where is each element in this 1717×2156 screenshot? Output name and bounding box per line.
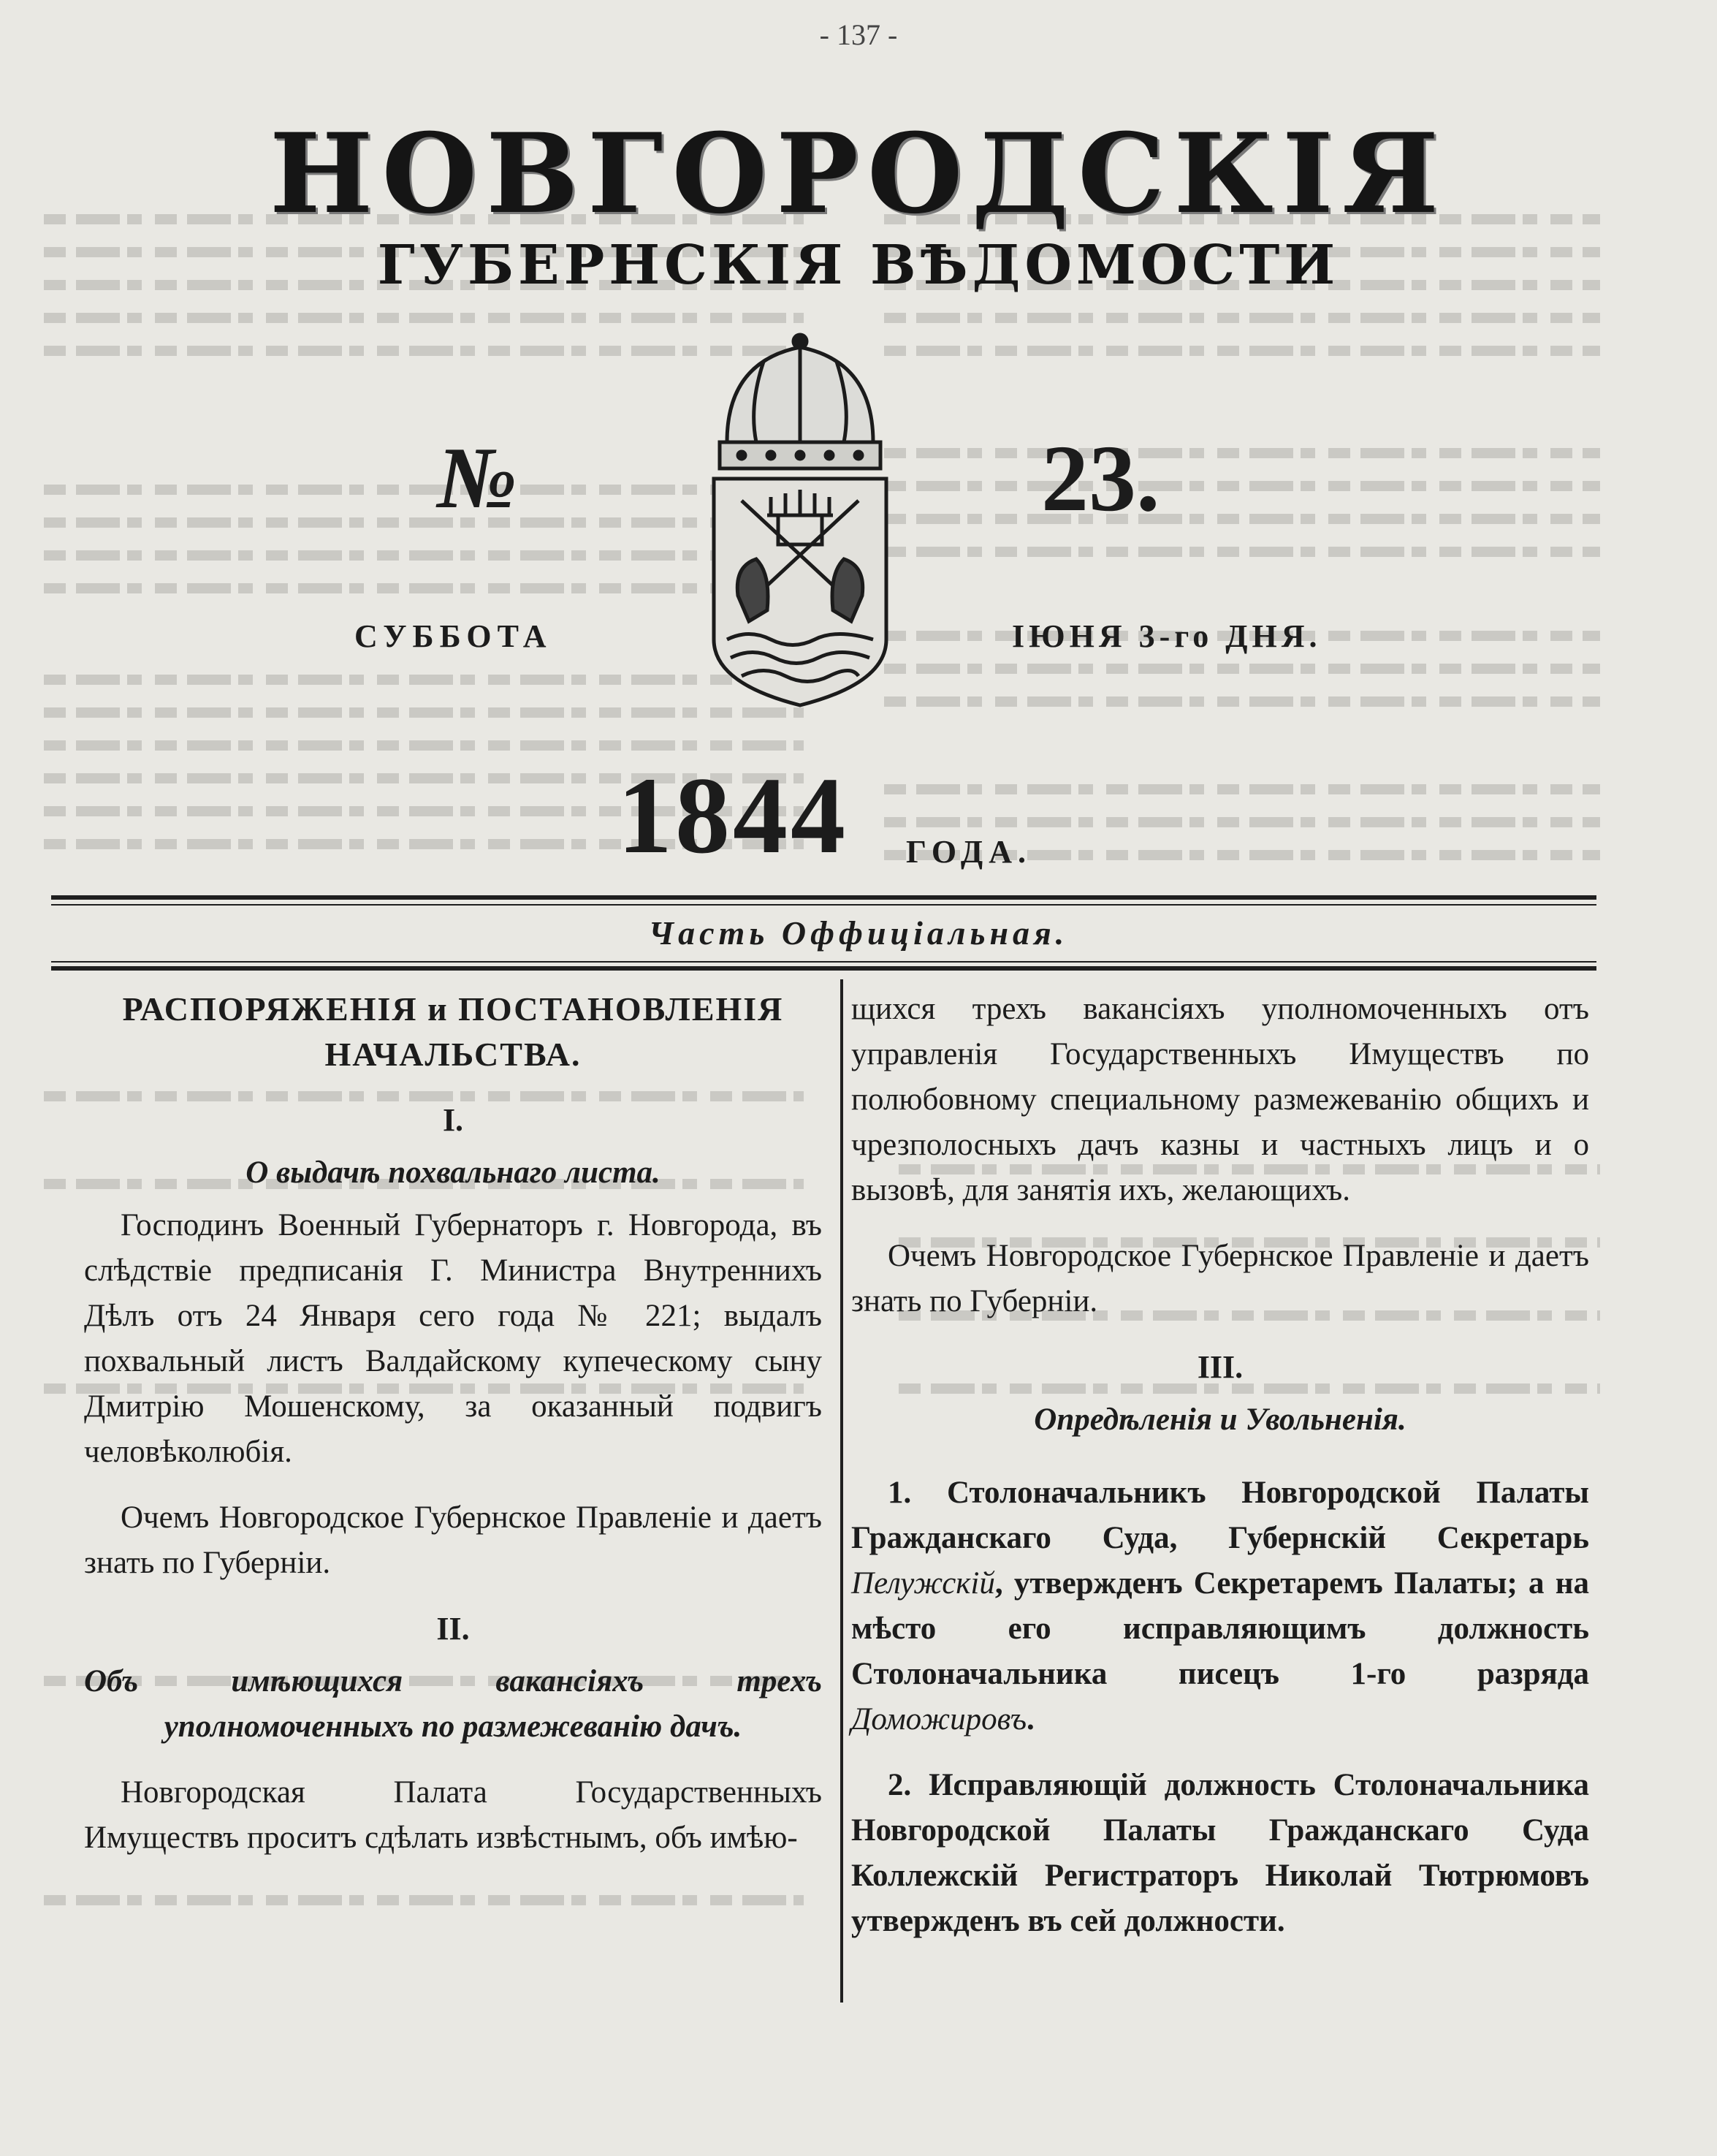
item-1-number: 1. — [888, 1476, 912, 1510]
column-divider — [840, 979, 843, 2003]
part-1-closing: Очемъ Новгородское Губернское Правленіе и даетъ знать по Губерніи. — [84, 1500, 822, 1580]
top-rule-thick — [51, 895, 1596, 900]
section-title: Часть Оффиціальная. — [648, 914, 1069, 952]
issue-year: 1844 — [617, 755, 848, 876]
item-2-text: Исправляющій должность Столоначальника Новгородской Палаты Гражданскаго Суда Коллежскій Регистраторъ Николай Тютрюмовъ утвержденъ въ сей должности. — [851, 1768, 1589, 1938]
right-column — [851, 987, 1589, 1944]
appointment-item-2 — [851, 1763, 1589, 1944]
part-1-number: I. — [442, 1102, 464, 1138]
issue-year-word: ГОДА. — [906, 834, 1032, 870]
coat-of-arms-emblem — [698, 333, 902, 713]
item-2-number: 2. — [888, 1768, 912, 1802]
part-2-text: Новгородская Палата Государственныхъ Имуществъ проситъ сдѣлать извѣстнымъ, объ имѣю- — [84, 1775, 822, 1855]
issue-number-sign: № — [437, 429, 517, 526]
masthead-title: НОВГОРОДСКІЯ — [269, 110, 1448, 238]
part-2-continuation: щихся трехъ вакансіяхъ уполномоченныхъ отъ управленія Государственныхъ Имуществъ по полюбовному специальному размежеванію общихъ и чрезполосныхъ дачъ казны и частныхъ лицъ и о вызовѣ, для занятія ихъ, желающихъ. — [851, 992, 1589, 1207]
issue-date: ІЮНЯ 3-го ДНЯ. — [1012, 618, 1322, 654]
item-1-name-2: Доможировъ — [851, 1702, 1027, 1736]
part-2-subheading: Объ имѣющихся вакансіяхъ трехъ уполномоченныхъ по размежеванію дачъ. — [84, 1664, 822, 1744]
section-rule-thin — [51, 961, 1596, 963]
part-1-text: Господинъ Военный Губернаторъ г. Новгорода, въ слѣдствіе предписанія Г. Министра Внутреннихъ Дѣлъ отъ 24 Января сего года № 221; выдалъ похвальный листъ Валдайскому купеческому сыну Дмитрію Мошенскому, за оказанный подвигъ человѣколюбія. — [84, 1208, 822, 1469]
page-number: - 137 - — [819, 18, 898, 51]
column-heading: РАСПОРЯЖЕНІЯ и ПОСТАНОВЛЕНІЯ НАЧАЛЬСТВА. — [122, 990, 784, 1073]
appointment-item-1 — [851, 1470, 1589, 1742]
item-1-text-a: Столоначальникъ Новгородской Палаты Гражданскаго Суда, Губернскій Секретарь — [851, 1476, 1590, 1555]
part-2-closing: Очемъ Новгородское Губернское Правленіе и даетъ знать по Губерніи. — [851, 1239, 1589, 1318]
item-1-name: Пелужскій — [851, 1566, 995, 1601]
left-column — [84, 987, 822, 1861]
part-1-subheading: О выдачѣ похвальнаго листа. — [245, 1155, 660, 1190]
top-rule-thin — [51, 904, 1596, 906]
section-rule-thick — [51, 966, 1596, 971]
item-1-text-b: , утвержденъ Секретаремъ Палаты; а на мѣсто его исправляющимъ должность Столоначальника писецъ 1-го разряда — [851, 1566, 1589, 1691]
item-1-end: . — [1027, 1702, 1035, 1736]
issue-weekday: СУББОТА — [354, 618, 552, 654]
part-3-number: III. — [1197, 1349, 1244, 1385]
part-2-number: II. — [436, 1611, 470, 1647]
issue-number: 23. — [1041, 426, 1160, 531]
masthead-subtitle: ГУБЕРНСКІЯ ВѢДОМОСТИ — [377, 234, 1340, 297]
part-3-subheading: Опредѣленія и Увольненія. — [1034, 1402, 1406, 1437]
